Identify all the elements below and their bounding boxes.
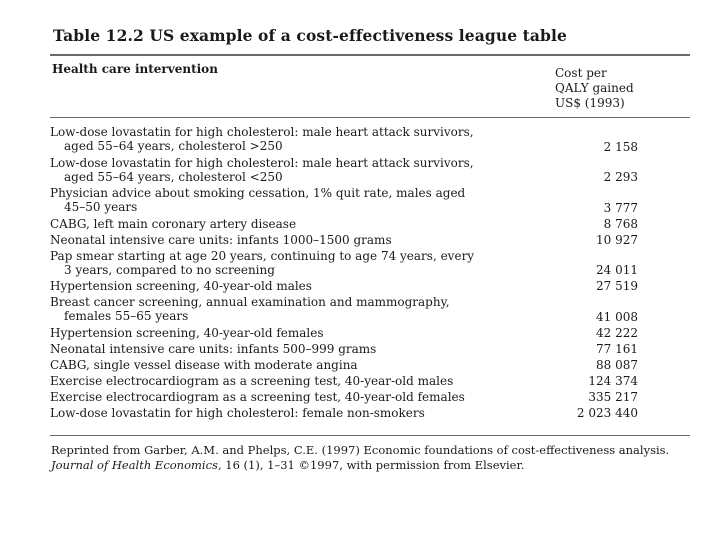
- cost-cell: 24 011: [596, 263, 638, 277]
- cost-header-line: US$ (1993): [555, 96, 625, 110]
- header-rule: [50, 117, 690, 118]
- intervention-text-line: Low-dose lovastatin for high cholesterol: female non-smokers: [50, 405, 425, 420]
- cost-cell: 41 008: [596, 309, 638, 324]
- intervention-text-line: CABG, left main coronary artery disease: [50, 216, 297, 231]
- intervention-cell: [50, 125, 550, 153]
- bottom-rule: [50, 435, 690, 436]
- intervention-text-line: CABG, single vessel disease with moderate angina: [50, 357, 358, 372]
- intervention-cell: [50, 390, 550, 404]
- intervention-text-line: Hypertension screening, 40-year-old females: [50, 325, 324, 340]
- intervention-cell: [50, 342, 550, 356]
- cost-column-header: [555, 66, 634, 111]
- top-rule: [50, 54, 690, 56]
- intervention-text-line: Breast cancer screening, annual examination and mammography,: [50, 295, 450, 309]
- source-footnote: [51, 443, 669, 472]
- intervention-cell: [50, 233, 550, 247]
- intervention-cell: [50, 406, 550, 420]
- intervention-text-line: Neonatal intensive care units: infants 1000–1500 grams: [50, 232, 392, 247]
- intervention-cell: [50, 326, 550, 340]
- intervention-text-line: Neonatal intensive care units: infants 500–999 grams: [50, 341, 377, 356]
- intervention-text-line: aged 55–64 years, cholesterol >250: [64, 139, 283, 153]
- cost-header-line: Cost per: [555, 66, 607, 80]
- intervention-cell: [50, 249, 550, 277]
- intervention-text-line: 45–50 years: [64, 200, 138, 214]
- intervention-text-line: Physician advice about smoking cessation, 1% quit rate, males aged: [50, 186, 466, 200]
- cost-cell: 77 161: [596, 341, 638, 356]
- intervention-cell: [50, 374, 550, 388]
- cost-cell: 88 087: [596, 357, 638, 372]
- cost-cell: 2 293: [603, 170, 638, 184]
- intervention-cell: [50, 217, 550, 231]
- intervention-text-line: Exercise electrocardiogram as a screening test, 40-year-old females: [50, 389, 465, 404]
- intervention-cell: [50, 186, 550, 214]
- cost-cell: 8 768: [603, 216, 638, 231]
- intervention-cell: [50, 156, 550, 184]
- intervention-text-line: aged 55–64 years, cholesterol <250: [64, 169, 283, 184]
- table-title: Table 12.2 US example of a cost-effectiveness league table: [53, 26, 567, 45]
- cost-cell: 2 158: [603, 139, 638, 154]
- intervention-column-header: Health care intervention: [52, 62, 218, 76]
- journal-name: Journal of Health Economics: [51, 457, 218, 472]
- footnote-line-2: [51, 458, 669, 473]
- cost-cell: 124 374: [588, 373, 638, 388]
- cost-header-line: QALY gained: [555, 81, 634, 95]
- intervention-cell: [50, 358, 550, 372]
- intervention-text-line: Low-dose lovastatin for high cholesterol: male heart attack survivors,: [50, 155, 474, 170]
- intervention-text-line: Pap smear starting at age 20 years, continuing to age 74 years, every: [50, 248, 475, 263]
- footnote-citation: , 16 (1), 1–31 ©1997, with permission from Elsevier.: [217, 457, 525, 472]
- intervention-cell: [50, 279, 550, 293]
- footnote-line-1: Reprinted from Garber, A.M. and Phelps, C.E. (1997) Economic foundations of cost-effectiveness analysis.: [51, 443, 670, 457]
- intervention-text-line: Low-dose lovastatin for high cholesterol: male heart attack survivors,: [50, 125, 474, 139]
- cost-cell: 2 023 440: [576, 405, 638, 420]
- intervention-text-line: females 55–65 years: [64, 309, 189, 323]
- cost-cell: 3 777: [603, 200, 638, 215]
- cost-cell: 10 927: [596, 232, 638, 247]
- intervention-cell: [50, 295, 550, 323]
- intervention-text-line: Hypertension screening, 40-year-old males: [50, 279, 312, 293]
- cost-cell: 42 222: [596, 325, 638, 340]
- intervention-text-line: Exercise electrocardiogram as a screening test, 40-year-old males: [50, 373, 454, 388]
- cost-cell: 27 519: [596, 279, 638, 293]
- intervention-text-line: 3 years, compared to no screening: [64, 262, 275, 277]
- cost-cell: 335 217: [588, 389, 638, 404]
